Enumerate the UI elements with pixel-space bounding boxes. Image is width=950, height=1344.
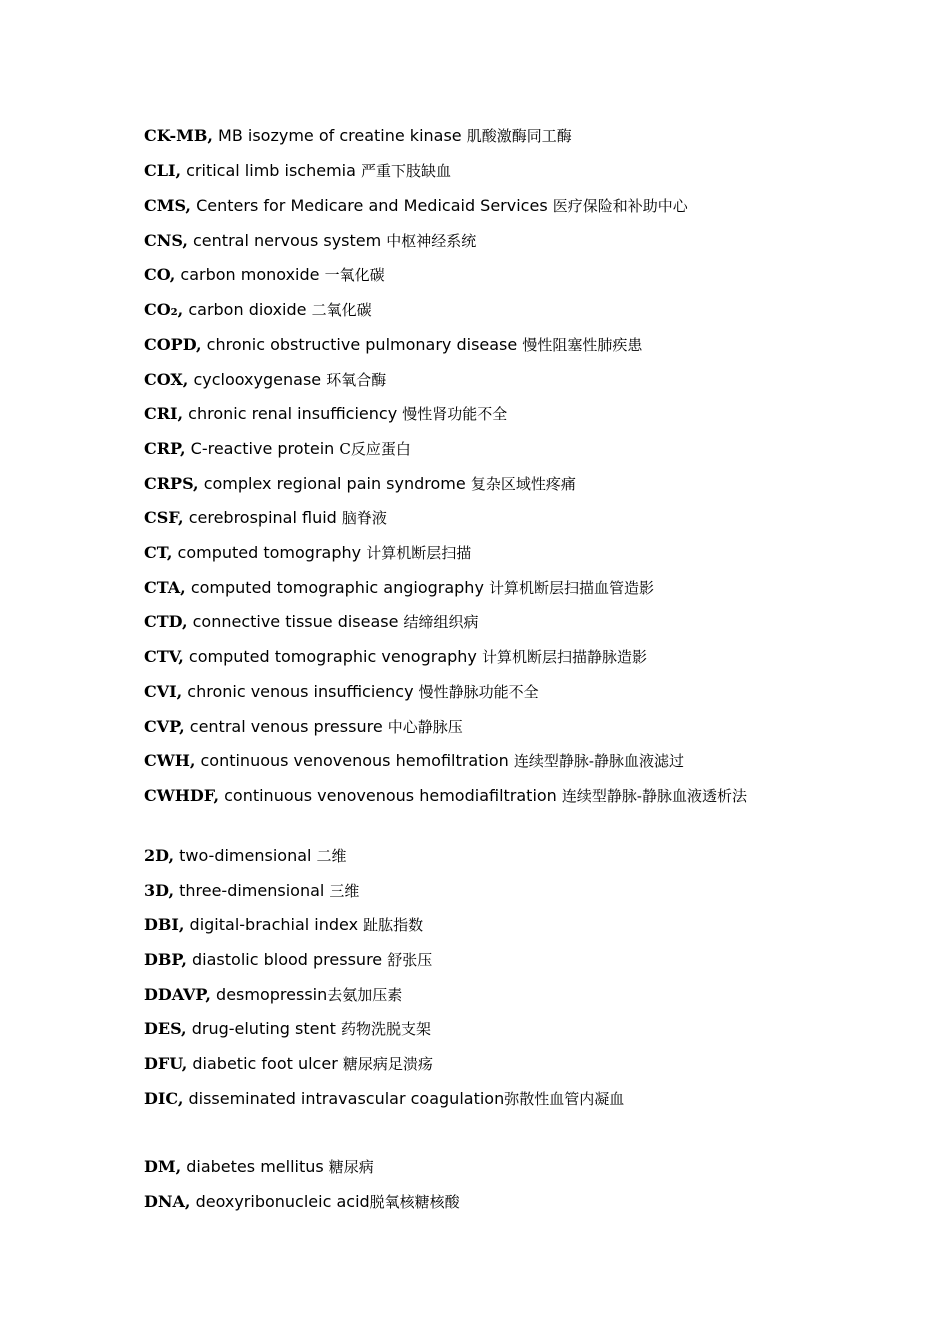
entry-abbr: DDAVP, xyxy=(144,985,211,1004)
entry-english: drug-eluting stent xyxy=(186,1019,341,1038)
entry-chinese: 药物洗脱支架 xyxy=(341,1020,432,1038)
entry-chinese: 三维 xyxy=(329,882,360,900)
entry-english: chronic renal insufficiency xyxy=(183,404,403,423)
entry-english: C-reactive protein xyxy=(185,439,340,458)
entry-chinese: 一氧化碳 xyxy=(324,266,385,284)
entry-crps xyxy=(144,474,576,494)
entry-abbr: DM, xyxy=(144,1157,182,1176)
entry-chinese: 医疗保险和补助中心 xyxy=(552,197,688,215)
entry-csf xyxy=(144,508,387,528)
entry-cvp xyxy=(144,717,463,737)
entry-chinese: 慢性静脉功能不全 xyxy=(418,683,539,701)
entry-english: connective tissue disease xyxy=(187,612,404,631)
entry-abbr: COX, xyxy=(144,370,189,389)
entry-abbr: CRP, xyxy=(144,439,186,458)
entry-chinese: 计算机断层扫描静脉造影 xyxy=(481,648,647,666)
entry-cri xyxy=(144,404,507,424)
entry-abbr: CWH, xyxy=(144,751,196,770)
entry-chinese: 舒张压 xyxy=(387,951,433,969)
entry-chinese: 弥散性血管内凝血 xyxy=(504,1090,625,1108)
entry-english: computed tomography xyxy=(172,543,367,562)
entry-abbr: CVP, xyxy=(144,717,185,736)
entry-english: central nervous system xyxy=(187,231,387,250)
entry-english: diabetic foot ulcer xyxy=(187,1054,343,1073)
entry-english: computed tomographic angiography xyxy=(185,578,489,597)
entry-abbr: DIC, xyxy=(144,1089,184,1108)
entry-dic xyxy=(144,1089,624,1109)
entry-ck-mb xyxy=(144,126,572,146)
entry-dfu xyxy=(144,1054,433,1074)
entry-abbr: CRPS, xyxy=(144,474,199,493)
entry-english: diastolic blood pressure xyxy=(186,950,388,969)
entry-abbr: CTD, xyxy=(144,612,188,631)
entry-english: cerebrospinal fluid xyxy=(183,508,342,527)
entry-chinese: 连续型静脉-静脉血液滤过 xyxy=(513,752,684,770)
entry-cvi xyxy=(144,682,539,702)
entry-abbr: DFU, xyxy=(144,1054,188,1073)
entry-co xyxy=(144,265,385,285)
entry-abbr: CSF, xyxy=(144,508,184,527)
entry-cwh xyxy=(144,751,684,771)
entry-chinese: 去氨加压素 xyxy=(327,986,403,1004)
entry-cox xyxy=(144,370,386,390)
entry-abbr: DBI, xyxy=(144,915,185,934)
entry-english: Centers for Medicare and Medicaid Services xyxy=(191,196,553,215)
entry-chinese: 连续型静脉-静脉血液透析法 xyxy=(561,787,747,805)
entry-english: complex regional pain syndrome xyxy=(198,474,471,493)
entry-english: digital-brachial index xyxy=(184,915,364,934)
entry-chinese: C反应蛋白 xyxy=(339,440,411,458)
entry-abbr: 2D, xyxy=(144,846,175,865)
entry-cta xyxy=(144,578,654,598)
entry-english: critical limb ischemia xyxy=(181,161,362,180)
entry-3d xyxy=(144,881,359,901)
entry-abbr: DES, xyxy=(144,1019,187,1038)
entry-english: continuous venovenous hemodiafiltration xyxy=(219,786,562,805)
entry-chinese: 糖尿病 xyxy=(328,1158,374,1176)
entry-chinese: 趾肱指数 xyxy=(363,916,424,934)
entry-abbr: CTV, xyxy=(144,647,184,666)
entry-cms xyxy=(144,196,688,216)
entry-abbr: CRI, xyxy=(144,404,184,423)
entry-2d xyxy=(144,846,347,866)
entry-english: desmopressin xyxy=(210,985,328,1004)
entry-abbr: CO, xyxy=(144,265,176,284)
entry-chinese: 慢性阻塞性肺疾患 xyxy=(522,336,643,354)
entry-chinese: 环氧合酶 xyxy=(326,371,387,389)
entry-co2 xyxy=(144,300,372,320)
entry-chinese: 复杂区域性疼痛 xyxy=(470,475,576,493)
entry-abbr: DBP, xyxy=(144,950,187,969)
entry-english: deoxyribonucleic acid xyxy=(190,1192,370,1211)
entry-cwhdf xyxy=(144,786,747,806)
entry-abbr: CWHDF, xyxy=(144,786,220,805)
entry-abbr: DNA, xyxy=(144,1192,191,1211)
entry-cli xyxy=(144,161,451,181)
entry-dbp xyxy=(144,950,432,970)
entry-abbr: COPD, xyxy=(144,335,202,354)
entry-ddavp xyxy=(144,985,402,1005)
entry-des xyxy=(144,1019,431,1039)
entry-dna xyxy=(144,1192,460,1212)
entry-abbr: CLI, xyxy=(144,161,182,180)
entry-english: central venous pressure xyxy=(184,717,388,736)
entry-abbr: CK-MB, xyxy=(144,126,213,145)
entry-abbr: CNS, xyxy=(144,231,188,250)
entry-chinese: 肌酸激酶同工酶 xyxy=(466,127,572,145)
entry-english: cyclooxygenase xyxy=(188,370,327,389)
entry-dm xyxy=(144,1157,374,1177)
entry-english: diabetes mellitus xyxy=(181,1157,329,1176)
entry-dbi xyxy=(144,915,423,935)
entry-english: two-dimensional xyxy=(174,846,317,865)
entry-abbr: CTA, xyxy=(144,578,186,597)
entry-chinese: 中枢神经系统 xyxy=(386,232,477,250)
entry-abbr: CMS, xyxy=(144,196,191,215)
entry-chinese: 脱氧核糖核酸 xyxy=(369,1193,460,1211)
entry-ctd xyxy=(144,612,479,632)
entry-english: carbon dioxide xyxy=(183,300,312,319)
entry-crp xyxy=(144,439,411,459)
entry-english: carbon monoxide xyxy=(175,265,325,284)
entry-english: disseminated intravascular coagulation xyxy=(183,1089,505,1108)
entry-ct xyxy=(144,543,471,563)
entry-copd xyxy=(144,335,642,355)
entry-chinese: 计算机断层扫描 xyxy=(366,544,472,562)
entry-chinese: 二维 xyxy=(316,847,347,865)
entry-english: continuous venovenous hemofiltration xyxy=(195,751,514,770)
entry-chinese: 慢性肾功能不全 xyxy=(402,405,508,423)
entry-english: chronic venous insufficiency xyxy=(182,682,419,701)
entry-chinese: 中心静脉压 xyxy=(387,718,463,736)
entry-ctv xyxy=(144,647,647,667)
entry-chinese: 严重下肢缺血 xyxy=(361,162,452,180)
entry-chinese: 计算机断层扫描血管造影 xyxy=(489,579,655,597)
entry-english: three-dimensional xyxy=(174,881,330,900)
entry-chinese: 二氧化碳 xyxy=(311,301,372,319)
entry-abbr: CT, xyxy=(144,543,173,562)
entry-chinese: 结缔组织病 xyxy=(403,613,479,631)
entry-chinese: 糖尿病足溃疡 xyxy=(342,1055,433,1073)
entry-english: computed tomographic venography xyxy=(183,647,482,666)
entry-english: MB isozyme of creatine kinase xyxy=(212,126,467,145)
entry-english: chronic obstructive pulmonary disease xyxy=(201,335,523,354)
entry-abbr: CVI, xyxy=(144,682,183,701)
entry-abbr: 3D, xyxy=(144,881,175,900)
entry-abbr: CO₂, xyxy=(144,300,184,319)
entry-cns xyxy=(144,231,476,251)
entry-chinese: 脑脊液 xyxy=(341,509,387,527)
